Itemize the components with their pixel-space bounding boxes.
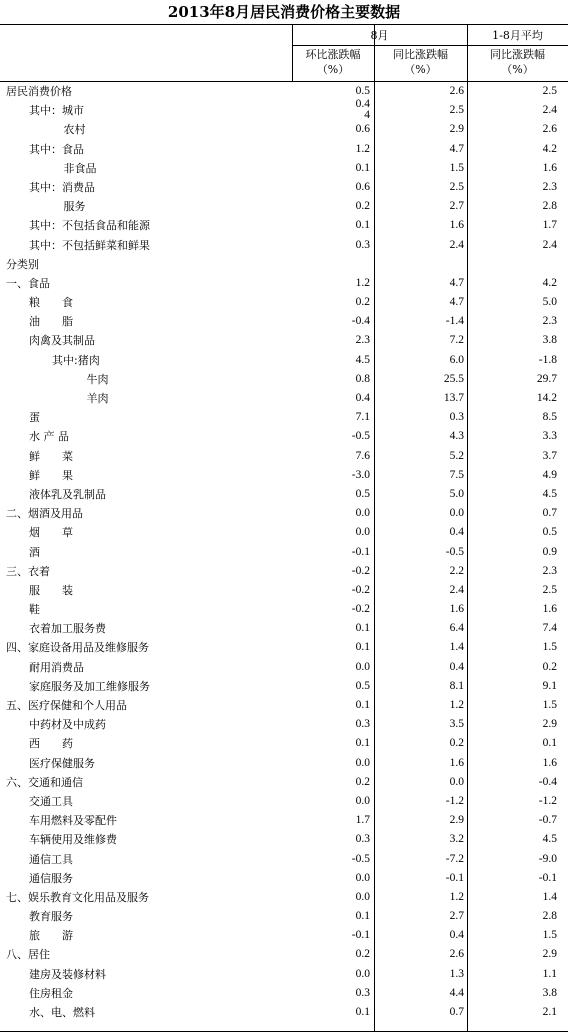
cell-v3: 1.5 xyxy=(542,699,557,711)
table-row xyxy=(0,830,568,849)
row-label: 八、居住 xyxy=(6,948,50,962)
cell-v2: 2.5 xyxy=(449,180,464,193)
cell-v1: -0.2 xyxy=(351,583,370,596)
cell-v1: 0.2 xyxy=(355,200,370,213)
cell-v1: 4.5 xyxy=(355,353,370,366)
table-row xyxy=(0,140,568,159)
cell-v1: 1.7 xyxy=(355,814,370,827)
row-label: 家庭服务及加工维修服务 xyxy=(29,679,150,693)
cell-v2: 1.6 xyxy=(449,603,464,616)
cell-v2: 0.0 xyxy=(449,507,464,520)
table-row xyxy=(0,82,568,101)
cell-v1: 0.0 xyxy=(355,507,370,520)
table-row xyxy=(0,351,568,370)
row-label: 烟 草 xyxy=(29,526,73,540)
table-row xyxy=(0,523,568,542)
cell-v3: -9.0 xyxy=(538,852,557,865)
cell-v2: 1.4 xyxy=(449,641,464,654)
table-row xyxy=(0,619,568,638)
table-row xyxy=(0,427,568,446)
row-label: 耐用消费品 xyxy=(29,660,84,674)
cell-v2: 2.9 xyxy=(449,123,464,136)
cell-v2: 2.7 xyxy=(449,910,464,923)
row-label: 七、娱乐教育文化用品及服务 xyxy=(6,890,149,904)
row-label: 非食品 xyxy=(63,161,97,175)
row-label: 其中:猪肉 xyxy=(52,353,100,367)
cell-v3: 1.5 xyxy=(542,641,557,654)
cell-v1: 0.1 xyxy=(355,699,370,711)
cell-v2: -0.5 xyxy=(445,545,464,558)
row-label: 教育服务 xyxy=(29,910,73,924)
cell-v2: 0.4 xyxy=(449,660,464,673)
row-label: 建房及装修材料 xyxy=(29,967,106,981)
table-row xyxy=(0,98,568,122)
table-row xyxy=(0,715,568,734)
cell-v2: 2.5 xyxy=(449,104,464,117)
table-row xyxy=(0,312,568,331)
row-label: 六、交通和通信 xyxy=(6,775,83,789)
table-row xyxy=(0,888,568,907)
column-header-unit: （%） xyxy=(316,63,350,76)
cell-v1: -3.0 xyxy=(351,468,370,481)
row-label: 旅 游 xyxy=(29,929,73,943)
table-row xyxy=(0,389,568,408)
table-row xyxy=(0,466,568,485)
row-label: 鞋 xyxy=(29,603,40,617)
cell-v2: 7.2 xyxy=(449,334,464,347)
table-row xyxy=(0,734,568,753)
cell-v1: -0.5 xyxy=(351,852,370,865)
row-label: 医疗保健服务 xyxy=(29,756,95,770)
table-row xyxy=(0,658,568,677)
cell-v2: 6.0 xyxy=(449,353,464,366)
table-row xyxy=(0,120,568,139)
row-label: 其中：城市 xyxy=(29,104,84,118)
cell-v2: 7.5 xyxy=(449,468,464,481)
cell-v1: 0.1 xyxy=(355,737,370,750)
cell-v1: 0.0 xyxy=(355,660,370,673)
table-row xyxy=(0,638,568,657)
cell-v3: 1.7 xyxy=(542,219,557,232)
row-label: 衣着加工服务费 xyxy=(29,622,106,636)
table-row xyxy=(0,178,568,197)
cell-v3: 0.5 xyxy=(542,526,557,539)
row-label: 分类别 xyxy=(6,257,39,271)
table-row xyxy=(0,331,568,350)
cell-v3: 2.5 xyxy=(542,583,557,596)
row-label: 油 脂 xyxy=(29,315,73,329)
row-label: 肉禽及其制品 xyxy=(29,334,95,348)
row-label: 住房租金 xyxy=(29,986,73,1000)
row-label: 二、烟酒及用品 xyxy=(6,507,83,521)
cell-v1: 0.0 xyxy=(355,967,370,980)
table-row xyxy=(0,236,568,255)
cell-v2: 1.3 xyxy=(449,967,464,980)
row-label: 其中：不包括食品和能源 xyxy=(29,219,150,233)
column-header-unit: （%） xyxy=(404,63,437,76)
row-label: 西 药 xyxy=(29,737,73,751)
cell-v3: 0.2 xyxy=(542,660,557,673)
cell-v1: 0.4 4 xyxy=(355,98,370,122)
cell-v2: 1.6 xyxy=(449,756,464,769)
cell-v2: 8.1 xyxy=(449,679,464,692)
cell-v1: 0.6 xyxy=(355,123,370,136)
table-row xyxy=(0,773,568,792)
row-label: 服务 xyxy=(63,200,86,214)
cell-v3: 3.8 xyxy=(542,986,557,999)
table-row xyxy=(0,255,568,274)
row-label: 其中：不包括鲜菜和鲜果 xyxy=(29,238,150,252)
group-header-jan-aug: 1-8月平均 xyxy=(492,29,543,42)
cell-v3: 0.1 xyxy=(542,737,557,750)
cell-v3: 2.9 xyxy=(542,948,557,961)
row-label: 通信服务 xyxy=(29,871,73,885)
row-label: 一、食品 xyxy=(6,276,50,290)
cell-v2: -1.4 xyxy=(445,315,464,328)
table-row xyxy=(0,197,568,216)
cell-v3: -0.4 xyxy=(538,775,557,788)
cell-v3: 1.6 xyxy=(542,603,557,616)
table-row xyxy=(0,562,568,581)
cell-v1: 7.6 xyxy=(355,449,370,462)
cell-v1: 0.5 xyxy=(355,679,370,692)
cell-v3: -0.7 xyxy=(538,814,557,827)
table-row xyxy=(0,274,568,293)
column-header-label: 同比涨跌幅 xyxy=(393,48,448,61)
cell-v1: -0.1 xyxy=(351,545,370,558)
row-label: 四、家庭设备用品及维修服务 xyxy=(6,641,149,655)
table-row xyxy=(0,408,568,427)
cell-v3: 2.3 xyxy=(542,564,557,577)
group-header-august: 8月 xyxy=(370,29,389,42)
row-label: 车用燃料及零配件 xyxy=(29,814,117,828)
table-row xyxy=(0,754,568,773)
cell-v3: 2.3 xyxy=(542,315,557,328)
cell-v2: 2.4 xyxy=(449,583,464,596)
cell-v1: 1.2 xyxy=(355,276,370,289)
cell-v3: -0.1 xyxy=(538,871,557,884)
cell-v3: 1.6 xyxy=(542,161,557,174)
table-row xyxy=(0,600,568,619)
cell-v3: 1.6 xyxy=(542,756,557,769)
cell-v3: 0.9 xyxy=(542,545,557,558)
row-label: 牛肉 xyxy=(86,372,109,386)
cell-v2: 0.3 xyxy=(449,411,464,424)
table-row xyxy=(0,293,568,312)
table-row xyxy=(0,811,568,830)
table-row xyxy=(0,581,568,600)
cell-v3: 2.4 xyxy=(542,104,557,117)
table-row xyxy=(0,945,568,964)
cell-v1: -0.2 xyxy=(351,564,370,577)
cell-v1: 0.2 xyxy=(355,775,370,788)
cell-v1: 1.2 xyxy=(355,142,370,155)
row-label: 三、衣着 xyxy=(6,564,50,578)
row-label: 交通工具 xyxy=(29,794,73,808)
cell-v3: 7.4 xyxy=(542,622,557,635)
cell-v3: 5.0 xyxy=(542,296,557,309)
cell-v1: 0.1 xyxy=(355,910,370,923)
row-label: 服 装 xyxy=(29,583,73,597)
cell-v2: 0.4 xyxy=(449,929,464,942)
cell-v3: 4.5 xyxy=(542,487,557,500)
row-label: 居民消费价格 xyxy=(6,85,72,98)
row-label: 通信工具 xyxy=(29,852,73,866)
table-row xyxy=(0,926,568,945)
cell-v1: 0.0 xyxy=(355,756,370,769)
table-row xyxy=(0,696,568,715)
cell-v3: 1.1 xyxy=(542,967,557,980)
row-label: 粮 食 xyxy=(29,296,73,310)
cell-v1: 0.3 xyxy=(355,986,370,999)
cell-v3: 0.7 xyxy=(542,507,557,520)
cell-v2: 4.7 xyxy=(449,142,464,155)
table-body xyxy=(0,82,568,1032)
cell-v1: 0.1 xyxy=(355,219,370,232)
cell-v1: 7.1 xyxy=(355,411,370,424)
cell-v2: -1.2 xyxy=(445,794,464,807)
cell-v1: -0.2 xyxy=(351,603,370,616)
cell-v3: 2.3 xyxy=(542,180,557,193)
cell-v1: 0.1 xyxy=(355,161,370,174)
row-label: 液体乳及乳制品 xyxy=(29,487,106,501)
cell-v1: 0.3 xyxy=(355,833,370,846)
cell-v2: 2.4 xyxy=(449,238,464,251)
row-label: 其中：食品 xyxy=(29,142,84,156)
cell-v2: 0.0 xyxy=(449,775,464,788)
table-row xyxy=(0,543,568,562)
cell-v2: 0.7 xyxy=(449,1006,464,1018)
cell-v2: 3.2 xyxy=(449,833,464,846)
cell-v2: 0.2 xyxy=(449,737,464,750)
cell-v3: 4.9 xyxy=(542,468,557,481)
cell-v1: 0.0 xyxy=(355,890,370,903)
table-row xyxy=(0,1003,568,1022)
cell-v3: 2.8 xyxy=(542,910,557,923)
column-header-mom xyxy=(292,47,374,77)
cell-v1: 0.1 xyxy=(355,1006,370,1018)
cell-v1: -0.1 xyxy=(351,929,370,942)
column-header-yoy xyxy=(374,47,467,77)
row-label: 蛋 xyxy=(29,411,40,425)
row-label: 其中：消费品 xyxy=(29,180,95,194)
cell-v2: 4.7 xyxy=(449,276,464,289)
cell-v1: 2.3 xyxy=(355,334,370,347)
table-row xyxy=(0,984,568,1003)
cell-v3: 29.7 xyxy=(536,372,557,385)
cell-v2: 4.3 xyxy=(449,430,464,443)
cell-v1: 0.2 xyxy=(355,296,370,309)
cell-v1: 0.2 xyxy=(355,948,370,961)
cell-v2: 1.2 xyxy=(449,699,464,711)
cell-v3: 4.5 xyxy=(542,833,557,846)
cell-v1: -0.5 xyxy=(351,430,370,443)
cell-v2: 2.7 xyxy=(449,200,464,213)
column-header-label: 环比涨跌幅 xyxy=(305,48,361,61)
cell-v3: 2.9 xyxy=(542,718,557,731)
cell-v1: 0.4 xyxy=(355,392,370,404)
table-row xyxy=(0,370,568,389)
cell-v1: 0.5 xyxy=(355,487,370,500)
cell-v3: 2.4 xyxy=(542,238,557,251)
cell-v3: 4.2 xyxy=(542,142,557,155)
row-label: 水、电、燃料 xyxy=(29,1006,95,1019)
row-label: 农村 xyxy=(63,123,86,137)
cell-v3: 2.8 xyxy=(542,200,557,213)
cell-v1: 0.1 xyxy=(355,641,370,654)
cell-v3: 1.4 xyxy=(542,890,557,903)
cell-v2: 13.7 xyxy=(443,392,464,404)
row-label: 水 产 品 xyxy=(29,430,69,444)
table-row xyxy=(0,216,568,235)
cell-v2: -7.2 xyxy=(445,852,464,865)
cell-v1: 0.3 xyxy=(355,718,370,731)
cell-v1: 0.0 xyxy=(355,794,370,807)
table-row xyxy=(0,677,568,696)
row-label: 五、医疗保健和个人用品 xyxy=(6,699,127,712)
row-label: 中药材及中成药 xyxy=(29,718,106,732)
header-divider xyxy=(292,45,568,46)
cell-v1: 0.0 xyxy=(355,526,370,539)
row-label: 酒 xyxy=(29,545,40,559)
table-row xyxy=(0,792,568,811)
cell-v3: 2.1 xyxy=(542,1006,557,1018)
row-label: 车辆使用及维修费 xyxy=(29,833,117,847)
cell-v3: 1.5 xyxy=(542,929,557,942)
cell-v2: 2.6 xyxy=(449,85,464,97)
cell-v3: 9.1 xyxy=(542,679,557,692)
cell-v1: -0.4 xyxy=(351,315,370,328)
cell-v3: 2.5 xyxy=(542,85,557,97)
cell-v1: 0.5 xyxy=(355,85,370,97)
row-label: 羊肉 xyxy=(86,392,109,405)
table-header xyxy=(0,24,568,82)
cell-v2: 4.7 xyxy=(449,296,464,309)
cell-v2: 4.4 xyxy=(449,986,464,999)
cell-v2: 5.2 xyxy=(449,449,464,462)
cell-v2: 1.5 xyxy=(449,161,464,174)
cell-v3: 8.5 xyxy=(542,411,557,424)
column-header-unit: （%） xyxy=(501,63,534,76)
cell-v2: 6.4 xyxy=(449,622,464,635)
row-label: 鲜 菜 xyxy=(29,449,73,463)
row-label: 鲜 果 xyxy=(29,468,73,482)
cell-v3: 3.3 xyxy=(542,430,557,443)
table-row xyxy=(0,504,568,523)
cell-v2: 0.4 xyxy=(449,526,464,539)
cell-v2: 1.2 xyxy=(449,890,464,903)
cell-v1: 0.8 xyxy=(355,372,370,385)
column-header-yoy-avg xyxy=(467,47,568,77)
cell-v2: -0.1 xyxy=(445,871,464,884)
cell-v2: 3.5 xyxy=(449,718,464,731)
cell-v3: 4.2 xyxy=(542,276,557,289)
table-row xyxy=(0,869,568,888)
cell-v3: 2.6 xyxy=(542,123,557,136)
cell-v2: 1.6 xyxy=(449,219,464,232)
cell-v2: 2.9 xyxy=(449,814,464,827)
cell-v1: 0.1 xyxy=(355,622,370,635)
table-row xyxy=(0,447,568,466)
table-row xyxy=(0,159,568,178)
cell-v2: 5.0 xyxy=(449,487,464,500)
cell-v2: 2.6 xyxy=(449,948,464,961)
table-row xyxy=(0,907,568,926)
cell-v2: 25.5 xyxy=(443,372,464,385)
cell-v1: 0.6 xyxy=(355,180,370,193)
cell-v3: -1.2 xyxy=(538,794,557,807)
table-row xyxy=(0,850,568,869)
cell-v1: 0.3 xyxy=(355,238,370,251)
cell-v3: 14.2 xyxy=(536,392,557,404)
cell-v3: 3.7 xyxy=(542,449,557,462)
cell-v3: 3.8 xyxy=(542,334,557,347)
cell-v2: 2.2 xyxy=(449,564,464,577)
page-title: 2013年8月居民消费价格主要数据 xyxy=(167,3,401,21)
table-row xyxy=(0,485,568,504)
table-row xyxy=(0,965,568,984)
cell-v3: -1.8 xyxy=(538,353,557,366)
column-header-label: 同比涨跌幅 xyxy=(490,48,545,61)
cell-v1: 0.0 xyxy=(355,871,370,884)
